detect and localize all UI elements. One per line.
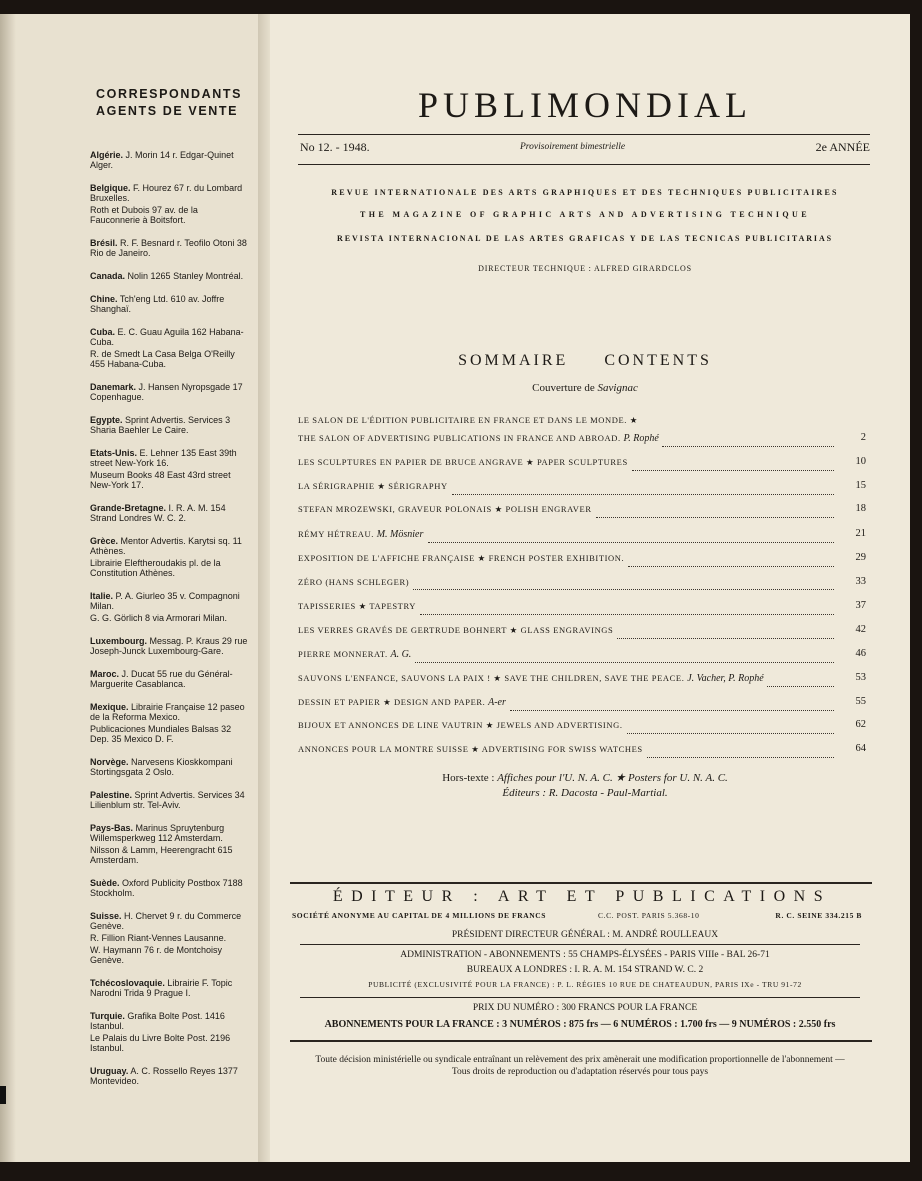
agent-address xyxy=(90,1033,250,1053)
subtitle-english: THE MAGAZINE OF GRAPHIC ARTS AND ADVERTISING TECHNIQUE xyxy=(360,210,810,219)
agent-address xyxy=(90,503,250,523)
agent-entry xyxy=(90,702,250,744)
toc-leader xyxy=(767,686,834,687)
agent-country: Chine. xyxy=(90,294,118,304)
agent-address xyxy=(90,327,250,347)
agent-address xyxy=(90,911,250,931)
toc-author: A. G. xyxy=(390,649,412,660)
agent-address xyxy=(90,636,250,656)
toc-title: SAUVONS L'ENFANCE, SAUVONS LA PAIX ! ★ SAVE THE CHILDREN, SAVE THE PEACE. xyxy=(298,673,685,683)
toc-page-number: 55 xyxy=(855,696,866,707)
agent-country: Brésil. xyxy=(90,238,118,248)
toc-page-number: 15 xyxy=(855,480,866,491)
masthead-rule-top xyxy=(298,134,870,135)
agent-line: F. Hourez 67 r. du Lombard Bruxelles. xyxy=(90,183,243,203)
agent-country: Palestine. xyxy=(90,790,133,800)
toc-entry xyxy=(298,601,868,612)
company-capital: SOCIÉTÉ ANONYME AU CAPITAL DE 4 MILLIONS DE FRANCS xyxy=(292,911,547,920)
sales-agents-title: AGENTS DE VENTE xyxy=(96,104,239,118)
agent-line: R. Fillion Riant-Vennes Lausanne. xyxy=(90,933,227,943)
toc-title: LES SCULPTURES EN PAPIER DE BRUCE ANGRAVE ★ PAPER SCULPTURES xyxy=(298,457,628,467)
agent-country: Tchécoslovaquie. xyxy=(90,978,165,988)
agent-address xyxy=(90,978,250,998)
issue-number: No 12. - 1948. xyxy=(300,140,370,154)
agent-address xyxy=(90,205,250,225)
agent-address xyxy=(90,415,250,435)
agent-entry xyxy=(90,327,250,369)
toc-title: PIERRE MONNERAT. xyxy=(298,649,388,659)
agent-entry xyxy=(90,448,250,490)
agent-entry xyxy=(90,415,250,435)
agent-country: Maroc. xyxy=(90,669,120,679)
toc-leader xyxy=(627,733,834,734)
masthead-title: PUBLIMONDIAL xyxy=(418,85,752,125)
agent-address xyxy=(90,669,250,689)
agent-line: R. de Smedt La Casa Belga O'Reilly 455 Habana-Cuba. xyxy=(90,349,235,369)
subtitle-french: REVUE INTERNATIONALE DES ARTS GRAPHIQUES ET DES TECHNIQUES PUBLICITAIRES xyxy=(331,188,839,197)
toc-page-number: 18 xyxy=(855,503,866,514)
agent-line: J. Ducat 55 rue du Général-Marguerite Casablanca. xyxy=(90,669,233,689)
agent-line: Messag. P. Kraus 29 rue Joseph-Junck Luxembourg-Gare. xyxy=(90,636,248,656)
agent-address xyxy=(90,470,250,490)
toc-entry xyxy=(298,457,868,468)
agent-country: Suède. xyxy=(90,878,120,888)
subtitle-spanish: REVISTA INTERNACIONAL DE LAS ARTES GRAFICAS Y DE LAS TECNICAS PUBLICITARIAS xyxy=(337,234,833,243)
agent-line: Roth et Dubois 97 av. de la Fauconnerie à Boitsfort. xyxy=(90,205,198,225)
issue-price: PRIX DU NUMÉRO : 300 FRANCS POUR LA FRANCE xyxy=(472,1003,698,1013)
toc-title: BIJOUX ET ANNONCES DE LINE VAUTRIN ★ JEWELS AND ADVERTISING. xyxy=(298,720,623,730)
agent-entry xyxy=(90,503,250,523)
toc-leader xyxy=(596,517,834,518)
agent-entry xyxy=(90,591,250,623)
agent-address xyxy=(90,933,250,943)
hors-texte-editors-text: Éditeurs : R. Dacosta - Paul-Martial. xyxy=(502,787,668,799)
toc-entry xyxy=(298,529,868,540)
agent-country: Danemark. xyxy=(90,382,137,392)
agent-country: Grèce. xyxy=(90,536,119,546)
agent-line: Publicaciones Mundiales Balsas 32 Dep. 35 Mexico D. F. xyxy=(90,724,232,744)
toc-page-number: 33 xyxy=(855,576,866,587)
correspondents-heading xyxy=(96,86,256,120)
toc-entry xyxy=(298,577,868,587)
administration-line: ADMINISTRATION - ABONNEMENTS : 55 CHAMPS-ÉLYSÉES - PARIS VIIIe - BAL 26-71 xyxy=(400,950,770,960)
agent-entry xyxy=(90,669,250,689)
hors-texte-label: Hors-texte : xyxy=(442,772,495,784)
president-line: PRÉSIDENT DIRECTEUR GÉNÉRAL : M. ANDRÉ ROULLEAUX xyxy=(451,930,719,940)
agent-country: Suisse. xyxy=(90,911,122,921)
toc-title: LES VERRES GRAVÉS DE GERTRUDE BOHNERT ★ GLASS ENGRAVINGS xyxy=(298,625,614,635)
toc-page-number: 21 xyxy=(855,528,866,539)
agent-line: E. Lehner 135 East 39th street New-York 16. xyxy=(90,448,237,468)
toc-page-number: 10 xyxy=(855,456,866,467)
issue-year: 2e ANNÉE xyxy=(815,140,870,154)
toc-leader xyxy=(428,542,834,543)
toc-title: STEFAN MROZEWSKI, GRAVEUR POLONAIS ★ POLISH ENGRAVER xyxy=(298,504,592,514)
agent-line: P. A. Giurleo 35 v. Compagnoni Milan. xyxy=(90,591,240,611)
agent-line: Narvesens Kioskkompani Stortingsgata 2 Oslo. xyxy=(90,757,233,777)
agent-line: W. Haymann 76 r. de Montchoisy Genève. xyxy=(90,945,223,965)
toc-title: DESSIN ET PAPIER ★ DESIGN AND PAPER. xyxy=(298,697,486,707)
imprint-rule-bottom xyxy=(290,1040,872,1042)
spine-shadow xyxy=(0,14,16,1162)
agent-address xyxy=(90,702,250,722)
toc-leader xyxy=(420,614,834,615)
agent-line: Tch'eng Ltd. 610 av. Joffre Shanghaï. xyxy=(90,294,225,314)
edge-mark xyxy=(0,1086,6,1104)
agents-list xyxy=(90,150,250,1099)
trade-register: R. C. SEINE 334.215 B xyxy=(775,911,862,920)
agent-address xyxy=(90,724,250,744)
agent-entry xyxy=(90,823,250,865)
toc-page-number: 42 xyxy=(855,624,866,635)
agent-address xyxy=(90,558,250,578)
agent-address xyxy=(90,790,250,810)
toc-leader xyxy=(647,757,834,758)
agent-line: Le Palais du Livre Bolte Post. 2196 Istanbul. xyxy=(90,1033,231,1053)
sommaire-label: SOMMAIRE xyxy=(458,352,569,369)
agent-address xyxy=(90,945,250,965)
agent-address xyxy=(90,757,250,777)
agent-line: Librairie F. Topic Narodni Trida 9 Prague I. xyxy=(90,978,233,998)
agent-address xyxy=(90,823,250,843)
agent-entry xyxy=(90,271,250,281)
agent-country: Cuba. xyxy=(90,327,116,337)
company-line xyxy=(292,911,872,920)
agent-address xyxy=(90,183,250,203)
correspondents-title: CORRESPONDANTS xyxy=(96,87,243,101)
toc-author: A-er xyxy=(488,697,506,708)
toc-title: RÉMY HÉTREAU. xyxy=(298,529,374,539)
postal-account: C.C. POST. PARIS 5.368-10 xyxy=(598,911,700,920)
hors-texte-title: Affiches pour l'U. N. A. C. ★ Posters for U. N. A. C. xyxy=(497,772,728,784)
agent-country: Mexique. xyxy=(90,702,129,712)
toc-page-number: 37 xyxy=(855,600,866,611)
toc-entry xyxy=(298,720,868,731)
advertising-line: PUBLICITÉ (EXCLUSIVITÉ POUR LA FRANCE) : P. L. RÉGIES 10 RUE DE CHATEAUDUN, PARIS IXe - TRU 91-72 xyxy=(368,980,802,989)
agent-line: H. Chervet 9 r. du Commerce Genève. xyxy=(90,911,242,931)
agent-line: Librairie Française 12 paseo de la Reforma Mexico. xyxy=(90,702,245,722)
agent-entry xyxy=(90,536,250,578)
agent-address xyxy=(90,878,250,898)
agent-address xyxy=(90,294,250,314)
agent-country: Luxembourg. xyxy=(90,636,148,646)
agent-line: J. Morin 14 r. Edgar-Quinet Alger. xyxy=(90,150,234,170)
masthead-rule-bottom xyxy=(298,164,870,165)
agent-entry xyxy=(90,1011,250,1053)
toc-leader xyxy=(415,662,834,663)
agent-line: Sprint Advertis. Services 3 Sharia Baehler Le Caire. xyxy=(90,415,231,435)
agent-country: Pays-Bas. xyxy=(90,823,134,833)
agent-line: Museum Books 48 East 43rd street New-York 17. xyxy=(90,470,231,490)
agent-address xyxy=(90,591,250,611)
agent-line: Nolin 1265 Stanley Montréal. xyxy=(127,271,244,281)
cover-label: Couverture de xyxy=(532,382,595,394)
agent-entry xyxy=(90,790,250,810)
toc-entry xyxy=(298,415,868,426)
page-gutter xyxy=(258,14,270,1162)
toc-leader xyxy=(413,589,834,590)
toc-page-number: 53 xyxy=(855,672,866,683)
hors-texte xyxy=(300,771,870,784)
agent-country: Italie. xyxy=(90,591,114,601)
agent-line: Marinus Spruytenburg Willemsperkweg 112 Amsterdam. xyxy=(90,823,225,843)
toc-author: P. Rophé xyxy=(623,433,659,444)
issue-frequency: Provisoirement bimestrielle xyxy=(520,142,626,152)
toc-title: ANNONCES POUR LA MONTRE SUISSE ★ ADVERTISING FOR SWISS WATCHES xyxy=(298,744,643,754)
cover-credit xyxy=(300,382,870,394)
agent-address xyxy=(90,613,250,623)
agent-line: A. C. Rossello Reyes 1377 Montevideo. xyxy=(90,1066,238,1086)
agent-address xyxy=(90,845,250,865)
toc-entry xyxy=(298,649,868,660)
agent-entry xyxy=(90,911,250,965)
toc-title: EXPOSITION DE L'AFFICHE FRANÇAISE ★ FRENCH POSTER EXHIBITION. xyxy=(298,553,625,563)
agent-country: Uruguay. xyxy=(90,1066,129,1076)
toc-leader xyxy=(510,710,834,711)
imprint-rule-mid xyxy=(300,944,860,945)
agent-line: Grafika Bolte Post. 1416 Istanbul. xyxy=(90,1011,225,1031)
toc-page-number: 29 xyxy=(855,552,866,563)
agent-address xyxy=(90,271,250,281)
toc-page-number: 2 xyxy=(860,432,866,443)
agent-entry xyxy=(90,294,250,314)
cover-artist: Savignac xyxy=(597,382,638,394)
toc-entry xyxy=(298,625,868,636)
toc-title: ZÉRO (HANS SCHLEGER) xyxy=(298,577,410,587)
agent-line: R. F. Besnard r. Teofilo Otoni 38 Rio de Janeiro. xyxy=(90,238,247,258)
publisher-line: ÉDITEUR : ART ET PUBLICATIONS xyxy=(332,888,832,905)
price-notice: Toute décision ministérielle ou syndicale entraînant un relèvement des prix amènerait une modification proportionnelle de l'abonnement — Tous droits de reproduction ou d'adaptation réservés pour tous pays xyxy=(315,1055,845,1077)
agent-line: G. G. Görlich 8 via Armorari Milan. xyxy=(90,613,228,623)
agent-entry xyxy=(90,382,250,402)
toc-title: LA SÉRIGRAPHIE ★ SÉRIGRAPHY xyxy=(298,481,448,491)
agent-country: Etats-Unis. xyxy=(90,448,138,458)
toc-title: LE SALON DE L'ÉDITION PUBLICITAIRE EN FRANCE ET DANS LE MONDE. ★ xyxy=(298,415,638,425)
contents-label: CONTENTS xyxy=(604,352,712,369)
agent-line: E. C. Guau Aguila 162 Habana-Cuba. xyxy=(90,327,244,347)
toc-entry xyxy=(298,481,868,492)
agent-country: Turquie. xyxy=(90,1011,125,1021)
agent-address xyxy=(90,238,250,258)
toc-author: M. Mösnier xyxy=(376,529,424,540)
toc-entry xyxy=(298,744,868,755)
toc-entry xyxy=(298,504,868,515)
agent-line: Sprint Advertis. Services 34 Lilienblum str. Tel-Aviv. xyxy=(90,790,245,810)
agent-entry xyxy=(90,238,250,258)
agent-country: Belgique. xyxy=(90,183,131,193)
toc-page-number: 62 xyxy=(855,719,866,730)
agent-address xyxy=(90,150,250,170)
toc-title: TAPISSERIES ★ TAPESTRY xyxy=(298,601,417,611)
agent-line: Librairie Eleftheroudakis pl. de la Constitution Athènes. xyxy=(90,558,221,578)
agent-line: Mentor Advertis. Karytsi sq. 11 Athènes. xyxy=(90,536,242,556)
toc-page-number: 46 xyxy=(855,648,866,659)
imprint-rule-top xyxy=(290,882,872,884)
toc-leader xyxy=(662,446,834,447)
toc-leader xyxy=(452,494,834,495)
agent-line: Nilsson & Lamm, Heerengracht 615 Amsterdam. xyxy=(90,845,233,865)
issue-line xyxy=(300,140,870,160)
agent-entry xyxy=(90,183,250,225)
agent-entry xyxy=(90,978,250,998)
agent-country: Algérie. xyxy=(90,150,124,160)
toc-author: J. Vacher, P. Rophé xyxy=(687,673,764,684)
toc-title: THE SALON OF ADVERTISING PUBLICATIONS IN FRANCE AND ABROAD. xyxy=(298,433,621,443)
toc-entry xyxy=(298,673,868,684)
london-office-line: BUREAUX A LONDRES : I. R. A. M. 154 STRAND W. C. 2 xyxy=(466,965,704,975)
agent-country: Norvège. xyxy=(90,757,129,767)
agent-address xyxy=(90,382,250,402)
agent-address xyxy=(90,1066,250,1086)
toc-page-number: 64 xyxy=(855,743,866,754)
agent-address xyxy=(90,349,250,369)
toc-leader xyxy=(617,638,834,639)
agent-entry xyxy=(90,150,250,170)
agent-entry xyxy=(90,1066,250,1086)
toc-leader xyxy=(628,566,834,567)
agent-line: Oxford Publicity Postbox 7188 Stockholm. xyxy=(90,878,243,898)
agent-address xyxy=(90,536,250,556)
hors-texte-editors xyxy=(300,787,870,799)
agent-country: Grande-Bretagne. xyxy=(90,503,167,513)
imprint-rule-price xyxy=(300,997,860,998)
agent-entry xyxy=(90,757,250,777)
agent-entry xyxy=(90,878,250,898)
technical-director: DIRECTEUR TECHNIQUE : ALFRED GIRARDCLOS xyxy=(478,264,692,273)
toc-leader xyxy=(632,470,834,471)
agent-line: I. R. A. M. 154 Strand Londres W. C. 2. xyxy=(90,503,226,523)
toc-entry xyxy=(298,433,868,444)
agent-line: J. Hansen Nyropsgade 17 Copenhague. xyxy=(90,382,243,402)
toc-entry xyxy=(298,697,868,708)
contents-heading xyxy=(300,352,870,370)
agent-address xyxy=(90,448,250,468)
agent-country: Canada. xyxy=(90,271,126,281)
agent-country: Egypte. xyxy=(90,415,123,425)
agent-entry xyxy=(90,636,250,656)
agent-address xyxy=(90,1011,250,1031)
subscription-prices: ABONNEMENTS POUR LA FRANCE : 3 NUMÉROS : 875 frs — 6 NUMÉROS : 1.700 frs — 9 NUMÉROS : 2.550 frs xyxy=(324,1019,836,1030)
toc-entry xyxy=(298,553,868,564)
